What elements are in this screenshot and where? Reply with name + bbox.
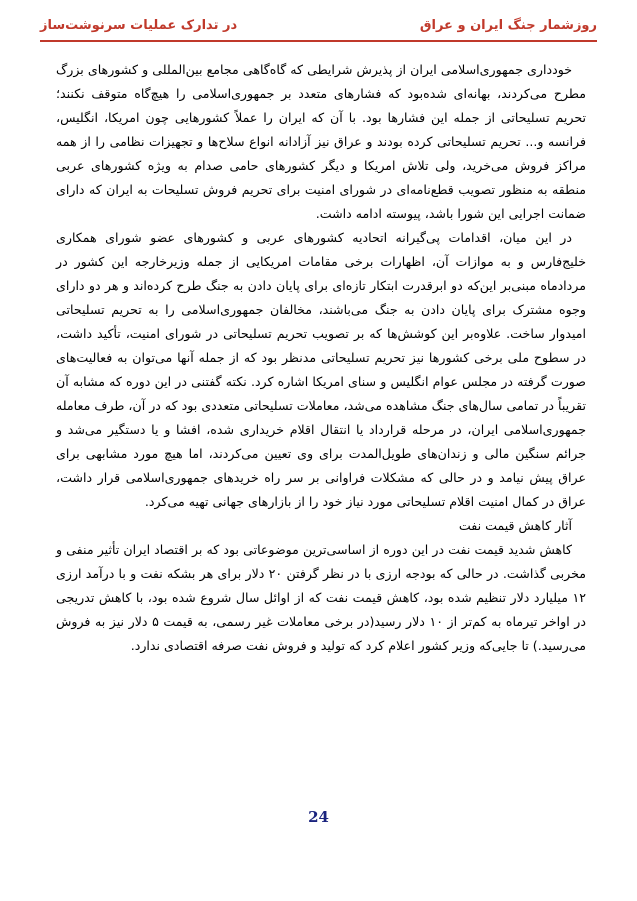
book-title: روزشمار جنگ ایران و عراق [419, 18, 597, 33]
page-body [56, 58, 586, 658]
paragraph-security-council: در این میان، اقدامات پی‌گیرانه اتحادیه کشورهای عربی و کشورهای عضو شورای همکاری خلیج‌فارس و به موازات آن، اظهارات برخی مقامات امریکایی از جمله وزیرخارجه این کشور در مردادماه مبنی‌بر این‌که دو ابرقدرت ابتکار تازه‌ای برای پایان دادن به جنگ طرح کرده‌اند و هر دو دارای وجوه مشترک برای پایان دادن به جنگ می‌باشند، مخالفان جمهوری‌اسلامی را به تحریم تسلیحاتی امیدوار ساخت. علاوه‌بر این کوشش‌ها که بر تصویب تحریم تسلیحاتی در شورای امنیت، تأکید داشت، در سطوح ملی برخی کشورها نیز تحریم تسلیحاتی مدنظر بود که از جمله آنها می‌توان به فعالیت‌های صورت گرفته در مجلس عوام انگلیس و سنای امریکا اشاره کرد. نکته گفتنی در این دوره که مشابه آن تقریباً در تمامی سال‌های جنگ مشاهده می‌شد، معاملات تسلیحاتی متعددی بود که در آن، طرف معامله جمهوری‌اسلامی ایران، در مرحله قرارداد یا انتقال اقلام خریداری شده، افشا و یا دستگیر می‌شد و جرائم سنگین مالی و زندان‌های طویل‌المدت برای وی تعیین می‌کردند، اما هیچ مورد مشابهی برای عراق پیش نیامد و در حالی که مشکلات فراوانی بر سر راه خریدهای جمهوری‌اسلامی قرار داشت، عراق در کمال امنیت اقلام تسلیحاتی مورد نیاز خود را از بازارهای جهانی تهیه می‌کرد. [56, 230, 586, 509]
section-heading: آثار کاهش قیمت نفت [458, 518, 572, 533]
paragraph-arms-embargo: خودداری جمهوری‌اسلامی ایران از پذیرش شرایطی که گاه‌گاهی مجامع بین‌المللی و کشورهای بزرگ مطرح می‌کردند، بهانه‌ای شده‌بود که فشارهای متعدد بر جمهوری‌اسلامی را هیچ‌گاه متوقف نکنند؛ تحریم تسلیحاتی از جمله این فشارها بود. با آن که ایران را عملاً کشورهایی چون امریکا، انگلیس، فرانسه و... تحریم تسلیحاتی کرده بودند و عراق نیز آزادانه انواع سلاح‌ها و تجهیزات نظامی را از همه مراکز فروش می‌خرید، ولی تلاش امریکا و دیگر کشورهای حامی صدام به ویژه کشورهای عربی منطقه به منظور تصویب قطع‌نامه‌ای در شورای امنیت برای تحریم فروش تسلیحات به ایران که دارای ضمانت اجرایی این شورا باشد، پیوسته ادامه داشت. [56, 62, 586, 221]
page-number: 24 [308, 808, 329, 826]
chapter-title: در تدارک عملیات سرنوشت‌ساز [40, 18, 238, 33]
paragraph-oil-price: کاهش شدید قیمت نفت در این دوره از اساسی‌ترین موضوعاتی بود که بر اقتصاد ایران تأثیر منفی و مخربی گذاشت. در حالی که بودجه ارزی با در نظر گرفتن ۲۰ دلار برای هر بشکه نفت و با درآمد ارزی ۱۲ میلیارد دلار تنظیم شده بود، کاهش قیمت نفت که از اوائل سال شروع شده بود، با کاهش تدریجی در اواخر تیرماه به کم‌تر از ۱۰ دلار رسید(در برخی معاملات غیر رسمی، به قیمت ۵ دلار نیز به فروش می‌رسید.) تا جایی‌که وزیر کشور اعلام کرد که تولید و فروش نفت صرفه اقتصادی ندارد. [56, 542, 587, 653]
header-divider [40, 40, 597, 42]
running-header [40, 14, 597, 38]
